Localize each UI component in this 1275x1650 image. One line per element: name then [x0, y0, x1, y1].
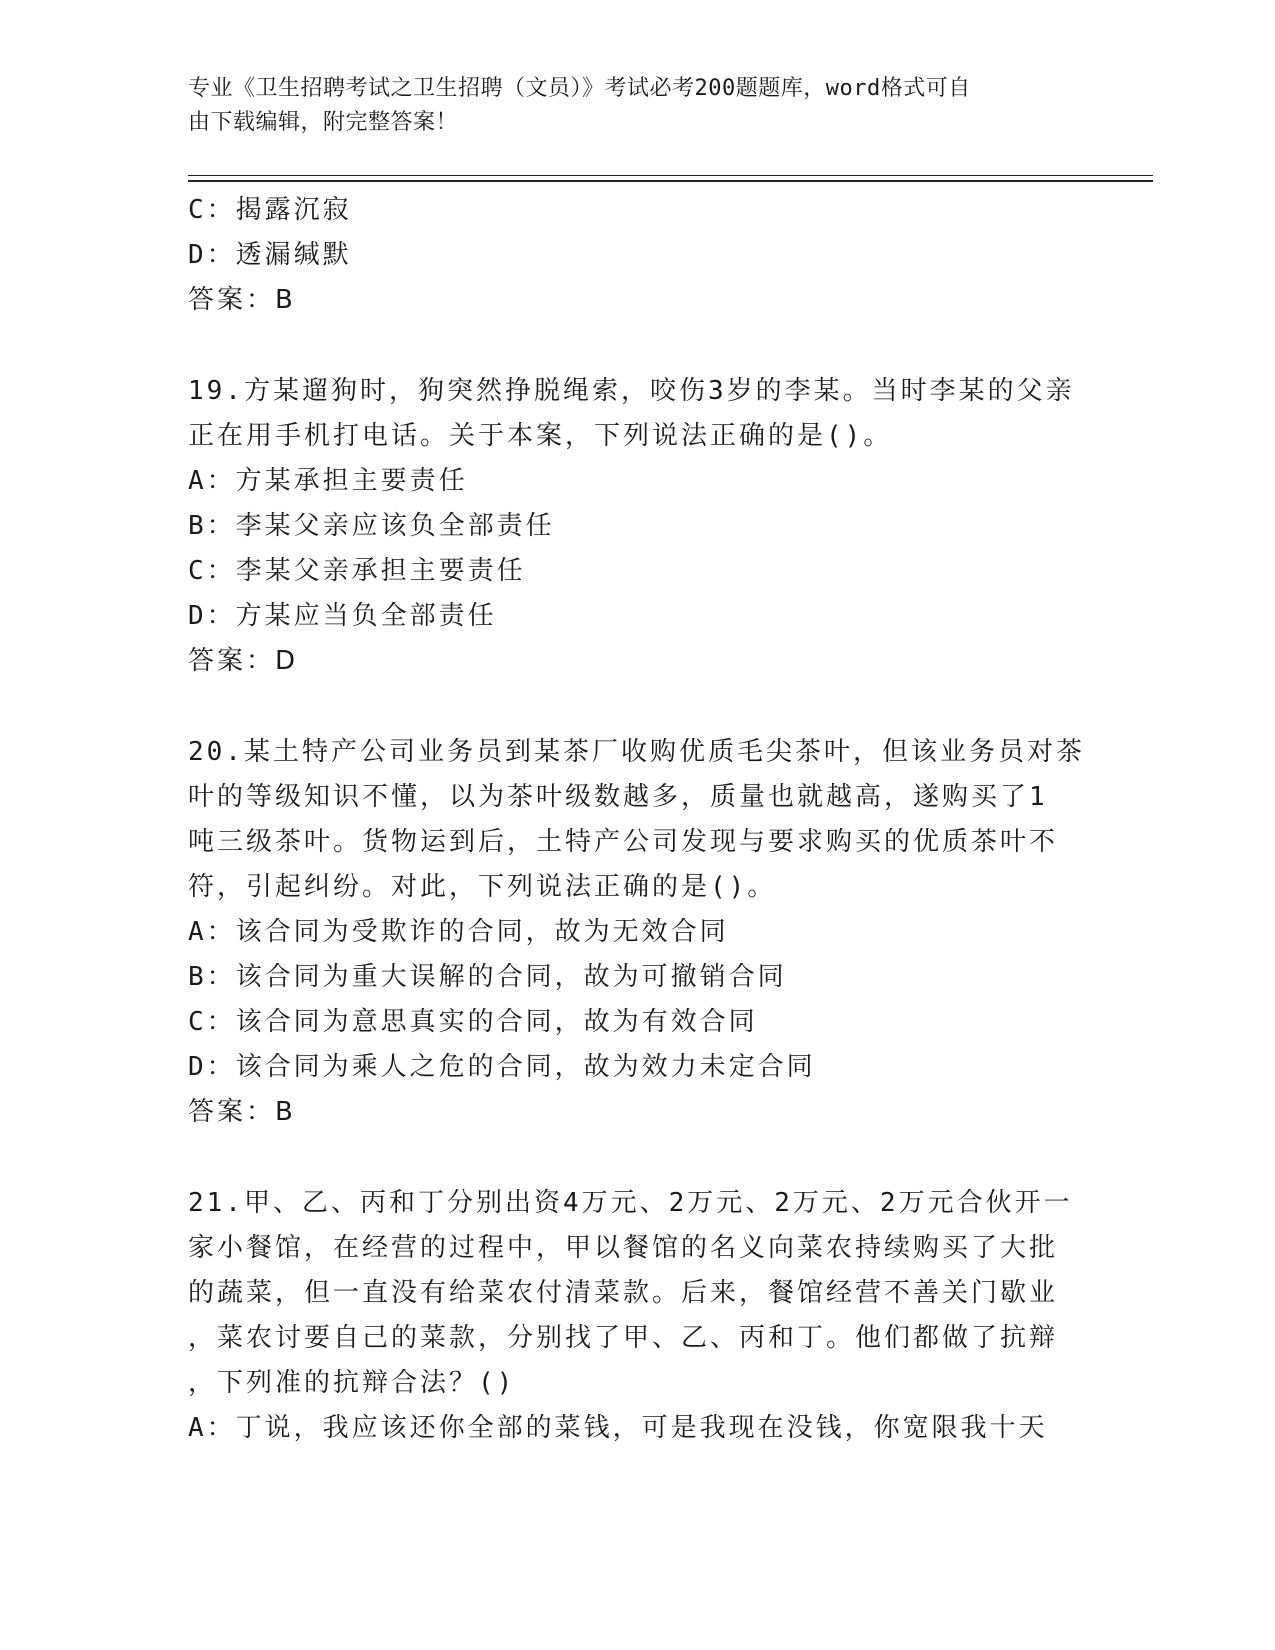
- option-b: B：李某父亲应该负全部责任: [188, 511, 555, 541]
- question-text-line: 19.方某遛狗时，狗突然挣脱绳索，咬伤3岁的李某。当时李某的父亲: [188, 376, 1075, 406]
- option-c: C：揭露沉寂: [188, 195, 352, 225]
- answer-line: 答案：D: [188, 646, 299, 676]
- question-text-line: ，下列准的抗辩合法？(): [188, 1368, 516, 1398]
- question-text-line: 20.某土特产公司业务员到某茶厂收购优质毛尖茶叶，但该业务员对茶: [188, 737, 1085, 767]
- page-header: [188, 72, 1068, 140]
- question-20: [188, 730, 1088, 1135]
- question-text-line: 的蔬菜，但一直没有给菜农付清菜款。后来，餐馆经营不善关门歇业: [188, 1278, 1059, 1308]
- option-a: A：该合同为受欺诈的合同，故为无效合同: [188, 917, 729, 947]
- answer-line: 答案：B: [188, 285, 296, 315]
- option-a: A：丁说，我应该还你全部的菜钱，可是我现在没钱，你宽限我十天: [188, 1413, 1048, 1443]
- question-text-line: 叶的等级知识不懂，以为茶叶级数越多，质量也就越高，遂购买了1: [188, 782, 1048, 812]
- question-text-line: ，菜农讨要自己的菜款，分别找了甲、乙、丙和丁。他们都做了抗辩: [188, 1323, 1059, 1353]
- header-divider-thick: [188, 180, 1153, 182]
- header-divider-thin: [188, 175, 1153, 176]
- option-d: D：透漏缄默: [188, 240, 352, 270]
- question-19: [188, 369, 1088, 684]
- option-c: C：李某父亲承担主要责任: [188, 556, 526, 586]
- question-text-line: 符，引起纠纷。对此，下列说法正确的是()。: [188, 872, 777, 902]
- question-21: [188, 1181, 1088, 1451]
- answer-line: 答案：B: [188, 1097, 296, 1127]
- option-d: D：方某应当负全部责任: [188, 601, 497, 631]
- question-content: [188, 188, 1088, 1451]
- option-b: B：该合同为重大误解的合同，故为可撤销合同: [188, 962, 787, 992]
- option-d: D：该合同为乘人之危的合同，故为效力未定合同: [188, 1052, 816, 1082]
- header-line-1: 专业《卫生招聘考试之卫生招聘（文员）》考试必考200题题库，word格式可自: [188, 76, 971, 101]
- question-text-line: 吨三级茶叶。货物运到后，土特产公司发现与要求购买的优质茶叶不: [188, 827, 1059, 857]
- header-line-2: 由下载编辑，附完整答案！: [188, 110, 459, 135]
- option-a: A：方某承担主要责任: [188, 466, 468, 496]
- question-text-line: 21.甲、乙、丙和丁分别出资4万元、2万元、2万元、2万元合伙开一: [188, 1188, 1073, 1218]
- option-c: C：该合同为意思真实的合同，故为有效合同: [188, 1007, 758, 1037]
- question-text-line: 正在用手机打电话。关于本案，下列说法正确的是()。: [188, 421, 893, 451]
- question-text-line: 家小餐馆，在经营的过程中，甲以餐馆的名义向菜农持续购买了大批: [188, 1233, 1059, 1263]
